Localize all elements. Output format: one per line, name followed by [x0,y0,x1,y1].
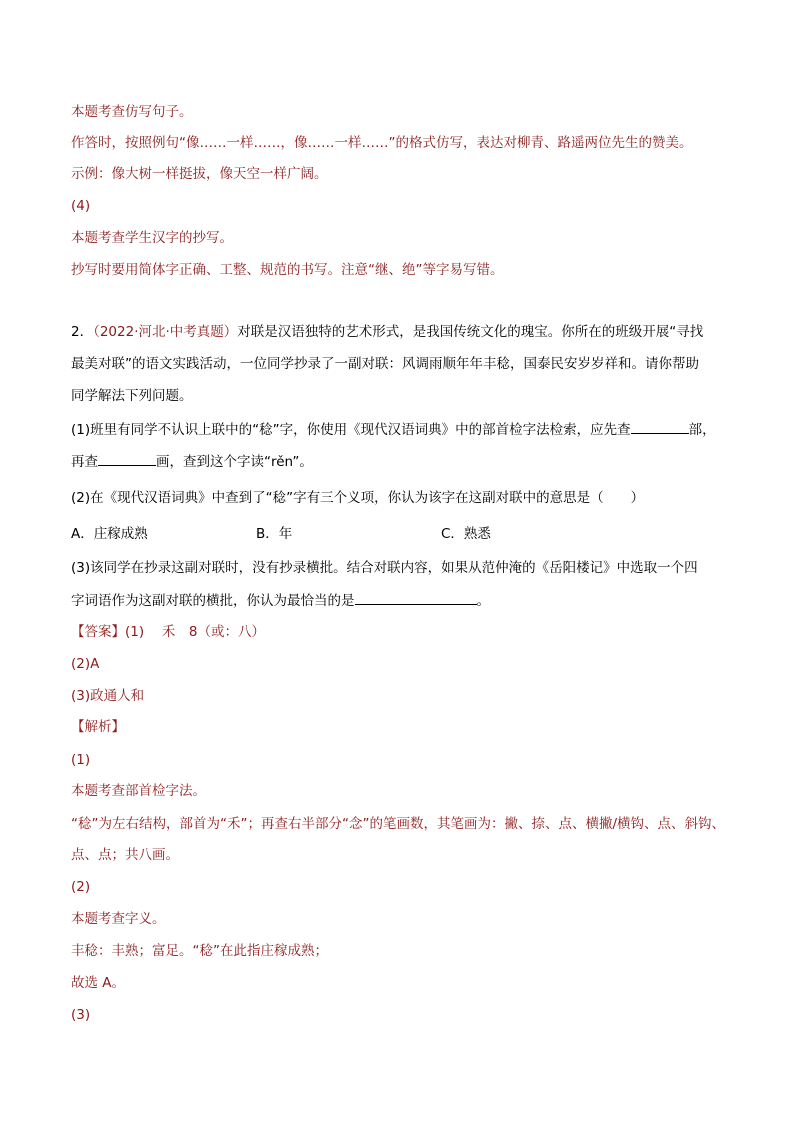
subquestion-text: 画，查到这个字读“rěn”。 [156,454,313,470]
option-b[interactable]: B．年 [256,526,293,542]
subquestion-3-continued [71,590,731,611]
analysis-text: 本题考查字义。 [71,911,166,927]
subquestion-text: (1)班里有同学不认识上联中的“稔”字，你使用《现代汉语词典》中的部首检字法检索，应先查 [71,422,631,438]
analysis-text: 示例：像大树一样挺拔，像天空一样广阔。 [71,166,328,182]
subquestion-number: (1) [71,752,91,768]
subquestion-text: 字词语作为这副对联的横批，你认为最恰当的是 [71,593,355,609]
answer-blank[interactable] [631,419,689,434]
question-number: 2． [71,324,94,340]
option-a[interactable]: A．庄稼成熟 [71,526,148,542]
answer-blank[interactable] [355,590,477,605]
subquestion-number: (3) [71,1007,91,1023]
answer-text: (1) 禾 8（或：八） [125,624,266,640]
question-stem [71,322,731,342]
question-stem-text: 最美对联”的语文实践活动，一位同学抄录了一副对联：风调雨顺年年丰稔，国泰民安岁岁祥和。请你帮助 [71,356,699,372]
answer-line [71,622,731,642]
subquestion-text: 部， [688,422,716,438]
subquestion-number: (4) [71,198,91,214]
subquestion-1 [71,419,731,440]
answer-text: (3)政通人和 [71,688,145,704]
question-source: （2022·河北·中考真题） [93,324,238,340]
subquestion-text: 再查 [71,454,98,470]
options-row [71,524,731,544]
question-stem-text: 同学解法下列问题。 [71,388,193,404]
subquestion-3: (3)该同学在抄录这副对联时，没有抄录横批。结合对联内容，如果从范仲淹的《岳阳楼记》中选取一个四 [71,560,698,576]
subquestion-text: 。 [476,593,490,609]
answer-blank[interactable] [98,451,156,466]
answer-text: (2)A [71,656,100,672]
question-stem-text: 对联是汉语独特的艺术形式，是我国传统文化的瑰宝。你所在的班级开展“寻找 [237,324,704,340]
analysis-text: 丰稔：丰熟；富足。“稔”在此指庄稼成熟； [71,943,328,959]
subquestion-1-continued [71,451,731,472]
analysis-text: 本题考查部首检字法。 [71,783,206,799]
analysis-text: 抄写时要用简体字正确、工整、规范的书写。注意“继、绝”等字易写错。 [71,262,504,278]
analysis-text: “稔”为左右结构，部首为“禾”；再查右半部分“念”的笔画数，其笔画为：撇、捺、点、横撇/横钩、点、斜钩、 [71,816,726,832]
subquestion-number: (2) [71,879,91,895]
analysis-text: 点、点；共八画。 [71,847,179,863]
analysis-label: 【解析】 [71,719,125,735]
answer-label: 【答案】 [71,624,125,640]
analysis-text: 作答时，按照例句“像……一样……，像……一样……”的格式仿写，表达对柳青、路遥两位先生的赞美。 [71,135,693,151]
analysis-text: 故选 A。 [71,975,126,991]
option-c[interactable]: C．熟悉 [441,526,491,542]
analysis-text: 本题考查仿写句子。 [71,104,193,120]
subquestion-2: (2)在《现代汉语词典》中查到了“稔”字有三个义项，你认为该字在这副对联中的意思是（ ） [71,490,645,506]
analysis-text: 本题考查学生汉字的抄写。 [71,230,233,246]
